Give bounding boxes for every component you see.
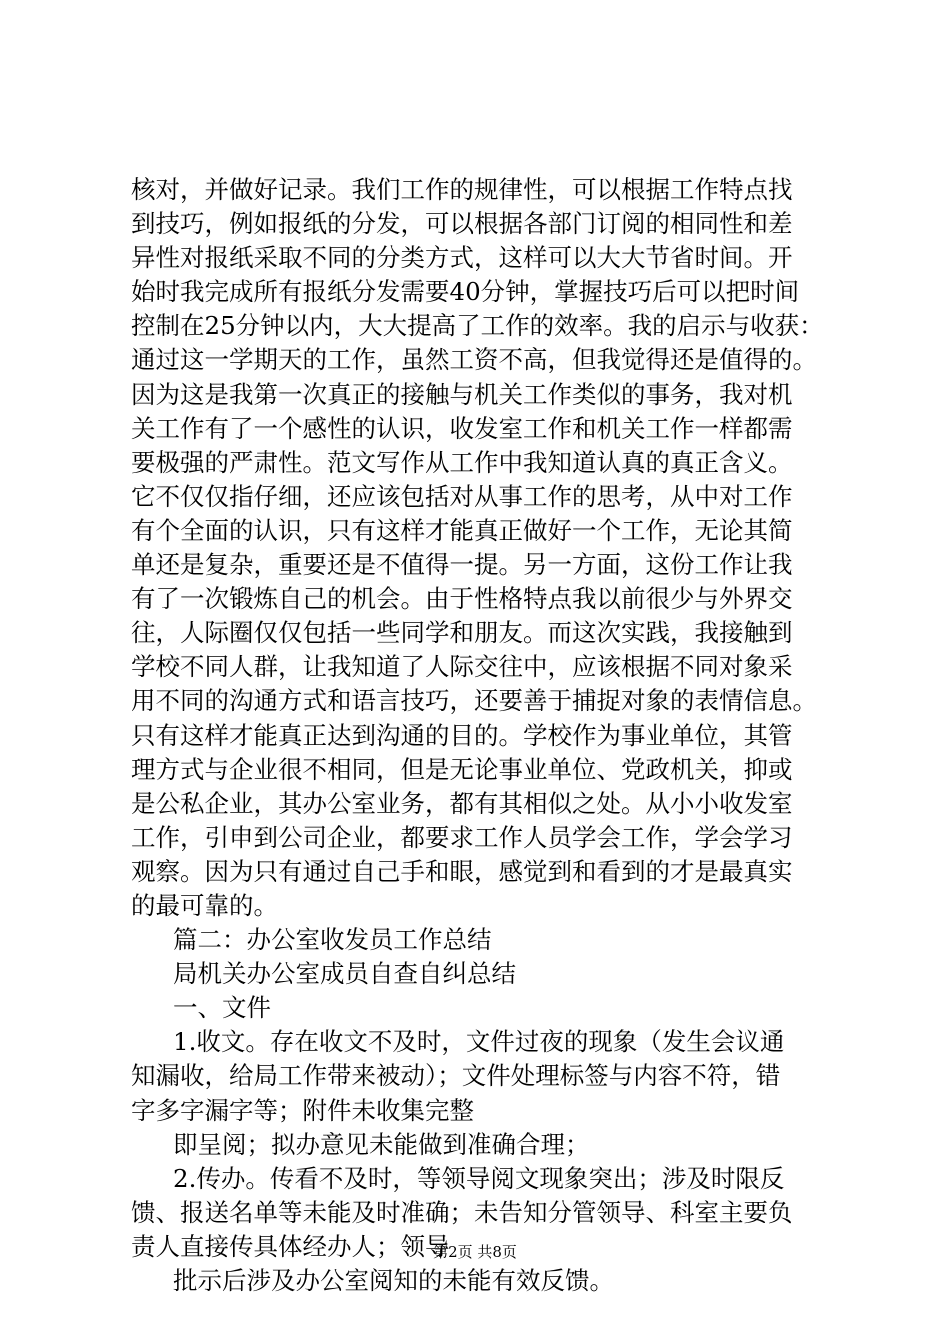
text-line: 馈、报送名单等未能及时准确；未告知分管领导、科室主要负 [131,1197,793,1227]
text-line: 单还是复杂，重要还是不值得一提。另一方面，这份工作让我 [131,550,793,580]
text-line: 2.传办。传看不及时，等领导阅文现象突出；涉及时限反 [173,1163,785,1193]
text-line: 有了一次锻炼自己的机会。由于性格特点我以前很少与外界交 [131,584,793,614]
text-line: 学校不同人群，让我知道了人际交往中，应该根据不同对象采 [131,652,793,682]
text-line: 它不仅仅指仔细，还应该包括对从事工作的思考，从中对工作 [131,481,793,511]
text-line: 理方式与企业很不相同，但是无论事业单位、党政机关，抑或 [131,754,793,784]
text-line: 始时我完成所有报纸分发需要40分钟，掌握技巧后可以把时间 [131,277,800,307]
text-line: 关工作有了一个感性的认识，收发室工作和机关工作一样都需 [131,413,793,443]
text-line: 到技巧，例如报纸的分发，可以根据各部门订阅的相同性和差 [131,209,793,239]
text-line: 用不同的沟通方式和语言技巧，还要善于捕捉对象的表情信息。 [131,686,817,716]
text-line: 1.收文。存在收文不及时，文件过夜的现象（发生会议通 [173,1027,785,1057]
section-heading: 篇二：办公室收发员工作总结 [173,925,492,955]
text-line: 知漏收，给局工作带来被动）；文件处理标签与内容不符，错 [131,1061,781,1091]
section-heading: 一、文件 [173,993,271,1023]
text-line: 因为这是我第一次真正的接触与机关工作类似的事务，我对机 [131,379,793,409]
text-line: 即呈阅；拟办意见未能做到准确合理； [173,1129,590,1159]
text-line: 的最可靠的。 [131,890,278,920]
text-line: 字多字漏字等；附件未收集完整 [131,1095,474,1125]
text-line: 责人直接传具体经办人；领导 [131,1231,450,1261]
page-number-footer: 第2页 共8页 [433,1243,517,1261]
text-line: 通过这一学期天的工作，虽然工资不高，但我觉得还是值得的。 [131,345,817,375]
text-line: 只有这样才能真正达到沟通的目的。学校作为事业单位，其管 [131,720,793,750]
text-line: 工作，引申到公司企业，都要求工作人员学会工作，学会学习 [131,822,793,852]
document-title: 局机关办公室成员自查自纠总结 [173,959,516,989]
text-line: 控制在25分钟以内，大大提高了工作的效率。我的启示与收获： [131,311,824,341]
body-text [131,173,851,1298]
text-line: 往，人际圈仅仅包括一些同学和朋友。而这次实践，我接触到 [131,618,793,648]
text-line: 有个全面的认识，只有这样才能真正做好一个工作，无论其简 [131,515,793,545]
text-line: 批示后涉及办公室阅知的未能有效反馈。 [173,1266,614,1295]
text-line: 要极强的严肃性。范文写作从工作中我知道认真的真正含义。 [131,447,793,477]
text-line: 异性对报纸采取不同的分类方式，这样可以大大节省时间。开 [131,243,793,273]
text-line: 核对，并做好记录。我们工作的规律性，可以根据工作特点找 [131,175,793,204]
text-line: 观察。因为只有通过自己手和眼，感觉到和看到的才是最真实 [131,856,793,886]
text-line: 是公私企业，其办公室业务，都有其相似之处。从小小收发室 [131,788,793,818]
